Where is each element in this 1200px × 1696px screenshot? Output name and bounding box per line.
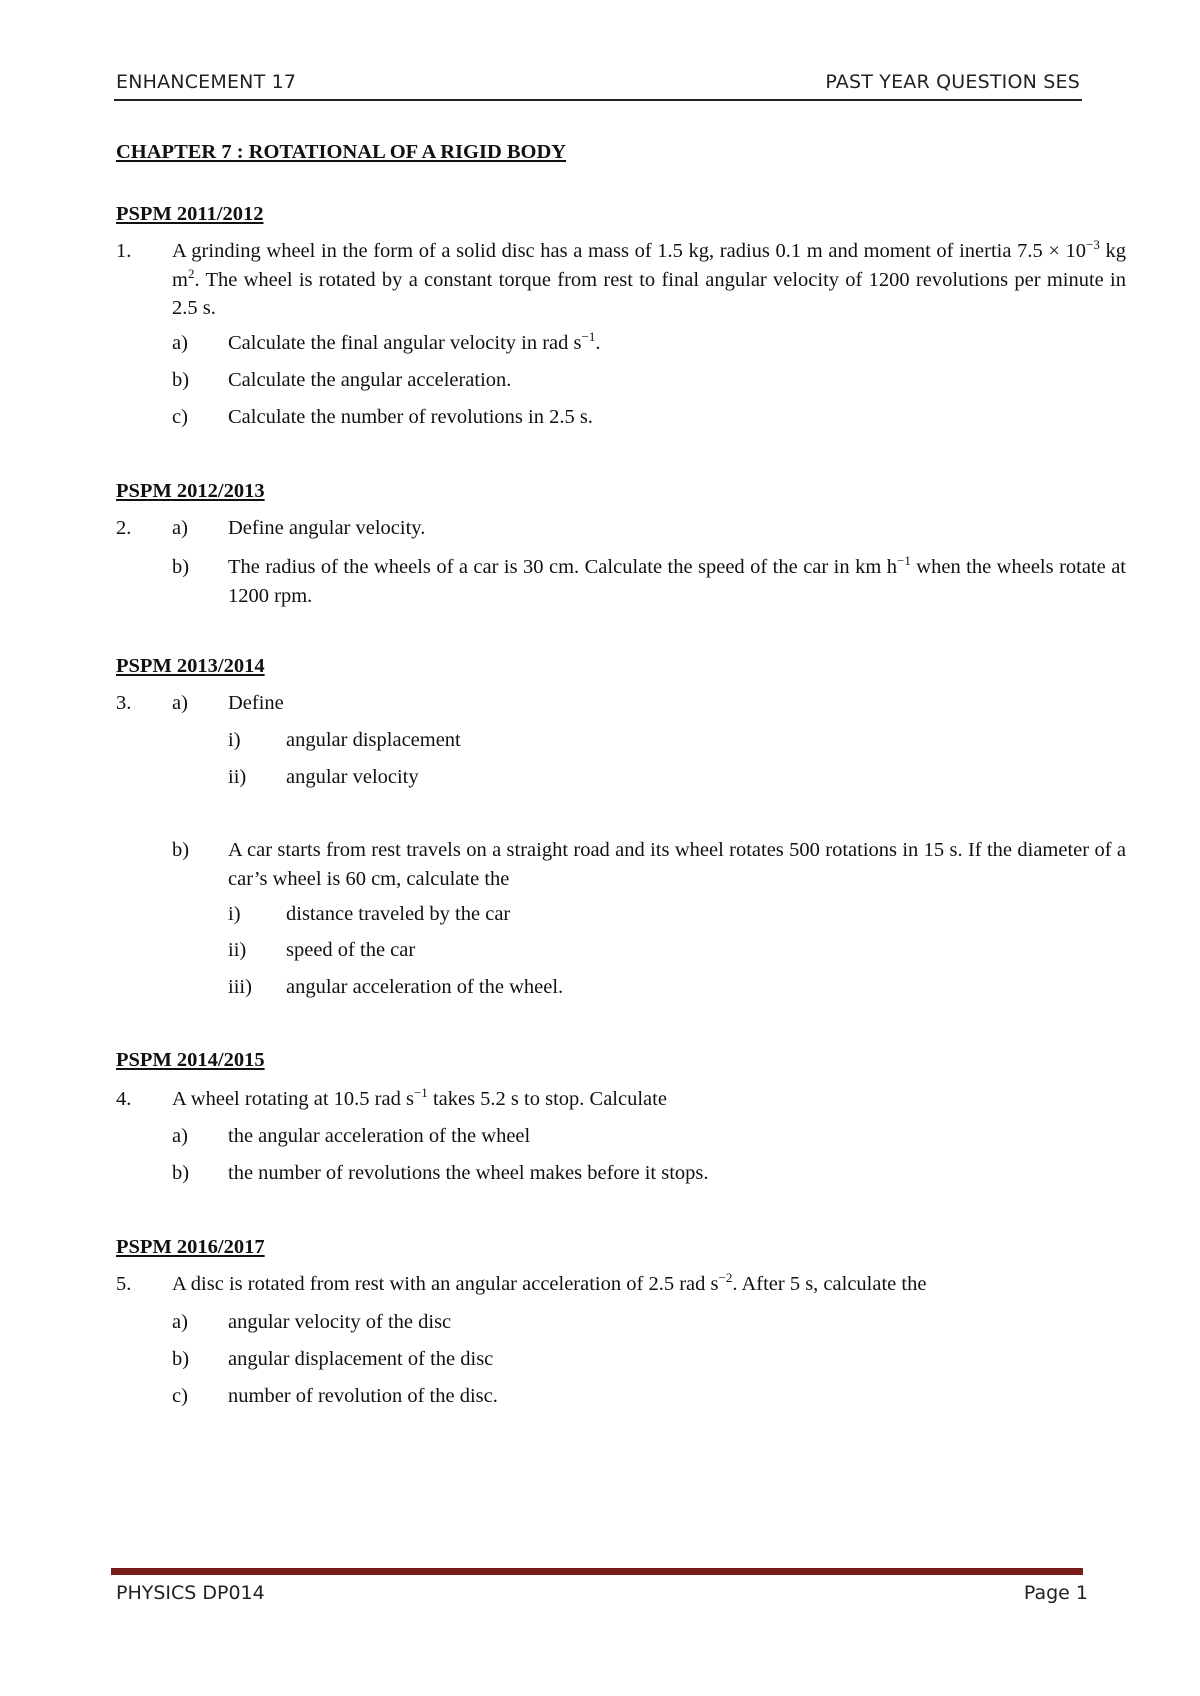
q5-part-a-label: a) bbox=[172, 1311, 188, 1333]
section-heading-2012: PSPM 2012/2013 bbox=[116, 480, 265, 502]
footer-rule bbox=[111, 1568, 1083, 1575]
q3-b-ii-label: ii) bbox=[228, 939, 247, 961]
q3-b-i-text: distance traveled by the car bbox=[286, 903, 511, 925]
q3-b-iii-text: angular acceleration of the wheel. bbox=[286, 976, 564, 998]
q5-part-b-label: b) bbox=[172, 1348, 190, 1370]
q4-part-a-label: a) bbox=[172, 1125, 188, 1147]
question-5-stem: A disc is rotated from rest with an angular acceleration of 2.5 rad $s^{-2}$. After 5 s, calculate the bbox=[172, 1270, 927, 1295]
section-heading-2016: PSPM 2016/2017 bbox=[116, 1236, 265, 1258]
question-number-4: 4. bbox=[116, 1088, 132, 1110]
section-heading-2014: PSPM 2014/2015 bbox=[116, 1049, 265, 1071]
running-header-left: ENHANCEMENT 17 bbox=[116, 71, 297, 93]
q4-part-a-text: the angular acceleration of the wheel bbox=[228, 1125, 531, 1147]
q1-part-c-label: c) bbox=[172, 406, 188, 428]
chapter-title: CHAPTER 7 : ROTATIONAL OF A RIGID BODY bbox=[116, 141, 567, 163]
q3-a-ii-text: angular velocity bbox=[286, 766, 419, 788]
question-4-stem: A wheel rotating at 10.5 rad $s^{-1}$ takes 5.2 s to stop. Calculate bbox=[172, 1085, 667, 1110]
question-number-2: 2. bbox=[116, 517, 132, 539]
q5-part-c-text: number of revolution of the disc. bbox=[228, 1385, 498, 1407]
q1-part-c-text: Calculate the number of revolutions in 2.5 s. bbox=[228, 406, 593, 428]
section-heading-2011: PSPM 2011/2012 bbox=[116, 203, 264, 225]
q2-part-a-text: Define angular velocity. bbox=[228, 517, 426, 539]
q3-a-i-text: angular displacement bbox=[286, 729, 461, 751]
question-1-stem: A grinding wheel in the form of a solid disc has a mass of 1.5 kg, radius 0.1 m and moment of inertia $7.5 \times 10^{-3}$ kg $m^2$. The wheel is rotated by a constant torque from rest to final angular velocity of 1200 revolutions per minute in 2.5 s. bbox=[172, 237, 1127, 320]
q5-part-b-text: angular displacement of the disc bbox=[228, 1348, 494, 1370]
q5-part-a-text: angular velocity of the disc bbox=[228, 1311, 452, 1333]
q4-part-b-label: b) bbox=[172, 1162, 190, 1184]
q1-part-a-label: a) bbox=[172, 332, 188, 354]
q1-part-a-text: Calculate the final angular velocity in rad $s^{-1}$. bbox=[228, 329, 601, 354]
q2-part-b-text: The radius of the wheels of a car is 30 cm. Calculate the speed of the car in km $h^{-1}$ when the wheels rotate at 1200 rpm. bbox=[228, 553, 1126, 607]
q3-part-a-text: Define bbox=[228, 692, 284, 714]
q3-b-ii-text: speed of the car bbox=[286, 939, 416, 961]
header-rule bbox=[114, 99, 1082, 101]
q2-part-a-label: a) bbox=[172, 517, 188, 539]
q3-part-b-label: b) bbox=[172, 839, 190, 861]
question-number-1: 1. bbox=[116, 240, 132, 262]
footer-page-number: Page 1 bbox=[1023, 1582, 1088, 1604]
q1-part-b-text: Calculate the angular acceleration. bbox=[228, 369, 512, 391]
question-number-5: 5. bbox=[116, 1273, 132, 1295]
section-heading-2013: PSPM 2013/2014 bbox=[116, 655, 265, 677]
q3-b-iii-label: iii) bbox=[228, 976, 252, 998]
q3-part-b-text: A car starts from rest travels on a straight road and its wheel rotates 500 rotations in 15 s. If the diameter of a car’s wheel is 60 cm, calculate the bbox=[228, 839, 1126, 890]
footer-course: PHYSICS DP014 bbox=[116, 1582, 265, 1604]
q3-a-ii-label: ii) bbox=[228, 766, 247, 788]
q3-part-a-label: a) bbox=[172, 692, 188, 714]
q5-part-c-label: c) bbox=[172, 1385, 188, 1407]
question-number-3: 3. bbox=[116, 692, 132, 714]
running-header-right: PAST YEAR QUESTION SES bbox=[825, 71, 1080, 93]
q4-part-b-text: the number of revolutions the wheel makes before it stops. bbox=[228, 1162, 709, 1184]
q3-a-i-label: i) bbox=[228, 729, 241, 751]
q1-part-b-label: b) bbox=[172, 369, 190, 391]
q2-part-b-label: b) bbox=[172, 556, 190, 578]
q3-b-i-label: i) bbox=[228, 903, 241, 925]
